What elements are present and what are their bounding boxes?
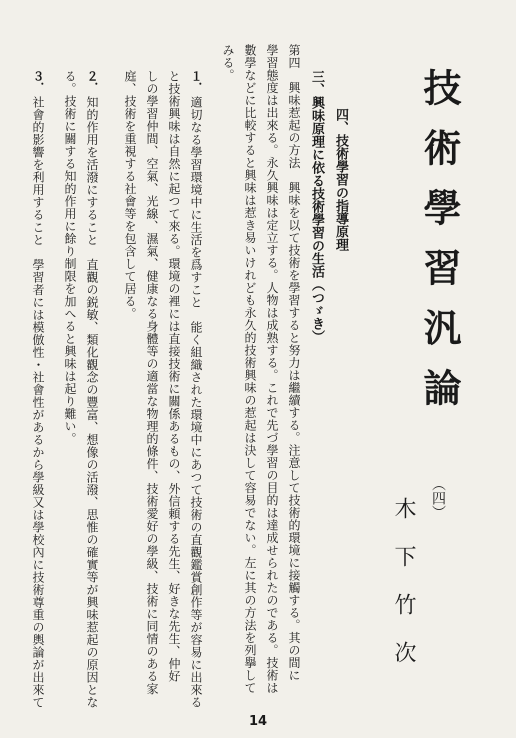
section-4-heading: 四、技術學習の指導原理 [333, 108, 348, 251]
item-1-number: １． [189, 70, 203, 94]
author-name: 木下竹次 [391, 497, 416, 689]
item-1-line-4: 庭、技術を重視する社會等を包含して居る。 [123, 70, 137, 320]
article-title: 技術學習汎論 [417, 68, 462, 428]
article-part-number: （四） [430, 477, 446, 519]
section-3-line-4: みる。 [221, 44, 235, 82]
section-3-line-1: 第四 興味惹起の方法 興味を以て技術を學習すると努力は繼續する。注意して技術的環境に接觸する。其の間に [287, 44, 301, 682]
item-1-line-2: と技術興味は自然に起つて來る。環境の裡には直接技術に關係あるもの、外信頼する先生、好きな先生、仲好 [167, 70, 181, 683]
item-1-line-3: しの學習仲間、空氣、光線、濕氣、健康なる身體等の適當な物理的條件、技術愛好の學級、技術に同情のある家 [145, 70, 159, 695]
item-2-line-1: 知的作用を活潑にすること 直觀の鋭敏、類化觀念の豐富、想像の活潑、思惟の確實等が興味惹起の原因とな [85, 96, 99, 709]
item-1-line-1: 適切なる學習環境中に生活を爲すこと 能く組織された環境中にあつて技術の直觀鑑賞創作等が容易に出來る [189, 96, 203, 709]
item-3-number: ３． [31, 70, 45, 94]
section-3-heading: 三、興味原理に依る技術學習の生活（つゞき） [309, 70, 324, 343]
item-3-line-1: 社會的影響を利用すること 學習者には模倣性・社會性があるから學級又は學校內に技術尊重の輿論が出來て [31, 96, 45, 709]
section-3-line-2: 學習態度は出來る。永久興味は定立する。人物は成熟する。これで先づ學習の目的は達成せられたのである。技術は [265, 44, 279, 694]
section-3-line-3: 數學などに比較すると興味は惹き易いけれども永久的技術興味の惹起は決して容易でない。左に其の方法を列擧して [243, 44, 257, 694]
page-number: 14 [248, 714, 268, 729]
item-2-line-2: る。技術に關する知的作用に餘り制限を加へると興味は起り難い。 [63, 70, 77, 445]
item-2-number: ２． [85, 70, 99, 94]
